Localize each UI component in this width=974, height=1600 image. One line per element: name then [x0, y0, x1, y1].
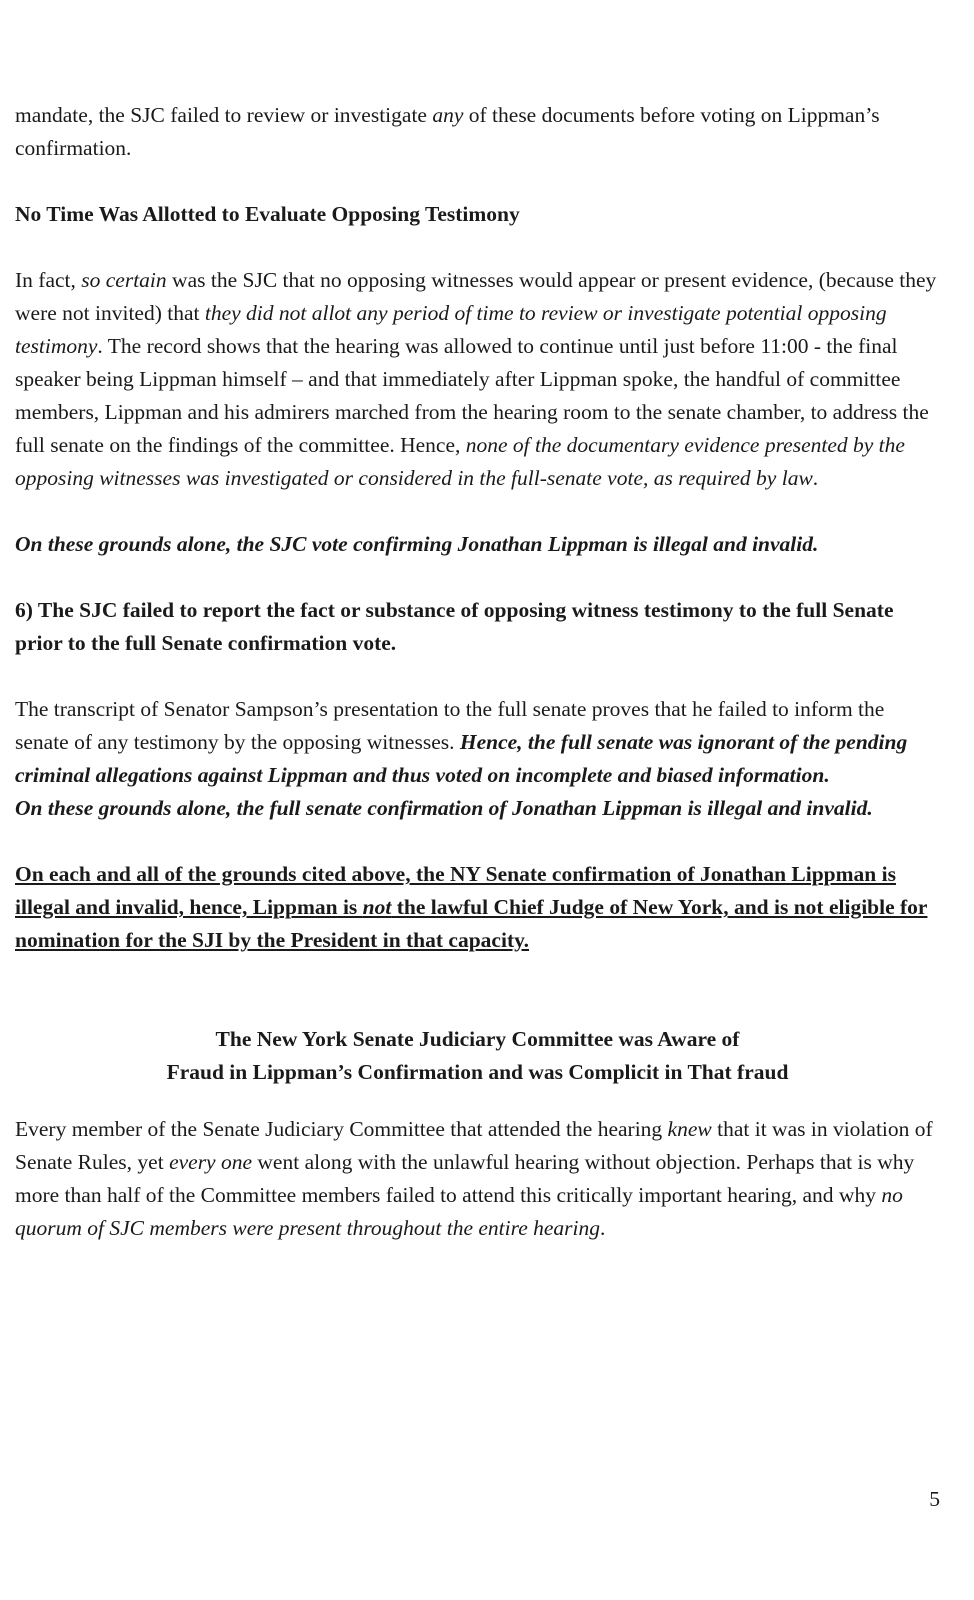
paragraph-every-member: Every member of the Senate Judiciary Committee that attended the hearing knew that it was in violation of Senate Rules, yet every one went along with the unlawful hearing without objection. Perhaps that is why more than half of the Committee members failed to attend this critically important hearing, and why no quorum of SJC members were present throughout the entire hearing. — [15, 1117, 933, 1240]
emphasis-any: any — [432, 103, 464, 127]
section-heading-committee: The New York Senate Judiciary Committee was Aware of Fraud in Lippman’s Confirmation and was Complicit in That fraud — [166, 1027, 789, 1084]
conclusion-sjc-vote: On these grounds alone, the SJC vote confirming Jonathan Lippman is illegal and invalid. — [15, 532, 819, 556]
page-body — [15, 99, 940, 1245]
conclusion-full-senate: On these grounds alone, the full senate confirmation of Jonathan Lippman is illegal and invalid. — [15, 796, 873, 820]
section-heading-6: 6) The SJC failed to report the fact or substance of opposing witness testimony to the full Senate prior to the full Senate confirmation vote. — [15, 598, 894, 655]
paragraph-transcript: The transcript of Senator Sampson’s presentation to the full senate proves that he failed to inform the senate of any testimony by the opposing witnesses. Hence, the full senate was ignorant of the pending criminal allegations against Lippman and thus voted on incomplete and biased information. — [15, 697, 908, 787]
page-number: 5 — [929, 1487, 940, 1511]
summary-conclusion: On each and all of the grounds cited above, the NY Senate confirmation of Jonathan Lippman is illegal and invalid, hence, Lippman is not the lawful Chief Judge of New York, and is not eligible for nomination for the SJI by the President in that capacity. — [15, 862, 928, 952]
paragraph-mandate: mandate, the SJC failed to review or investigate any of these documents before voting on Lippman’s confirmation. — [15, 103, 880, 160]
paragraph-in-fact: In fact, so certain was the SJC that no opposing witnesses would appear or present evidence, (because they were not invited) that they did not allot any period of time to review or investigate potential opposing testimony. The record shows that the hearing was allowed to continue until just before 11:00 - the final speaker being Lippman himself – and that immediately after Lippman spoke, the handful of committee members, Lippman and his admirers marched from the hearing room to the senate chamber, to address the full senate on the findings of the committee. Hence, none of the documentary evidence presented by the opposing witnesses was investigated or considered in the full-senate vote, as required by law. — [15, 268, 937, 490]
section-heading-no-time: No Time Was Allotted to Evaluate Opposing Testimony — [15, 202, 520, 226]
